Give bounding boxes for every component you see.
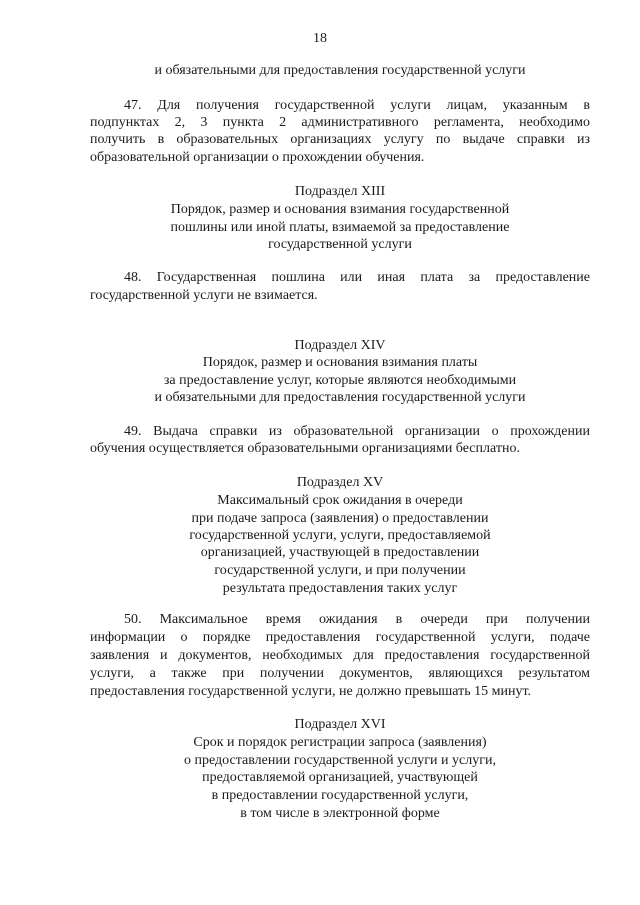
subsection-15-title-line: Максимальный срок ожидания в очереди: [217, 493, 463, 508]
paragraph-47-line: получить в образовательных организациях услугу по выдаче справки из: [90, 132, 590, 147]
paragraph-48-line: государственной услуги не взимается.: [90, 288, 318, 303]
subsection-13-heading: Подраздел XIII: [294, 184, 386, 199]
paragraph-50-line: 50. Максимальное время ожидания в очереди при получении: [124, 612, 590, 627]
paragraph-49-line: 49. Выдача справки из образовательной организации о прохождении: [124, 424, 590, 439]
subsection-15-title-line: государственной услуги, услуги, предоставляемой: [189, 528, 491, 543]
paragraph-47-line: 47. Для получения государственной услуги лицам, указанным в: [124, 98, 590, 113]
subsection-16-title-line: предоставляемой организацией, участвующей: [202, 770, 478, 785]
paragraph-47-line: подпунктах 2, 3 пункта 2 административного регламента, необходимо: [90, 115, 590, 130]
continuation-line: и обязательными для предоставления государственной услуги: [154, 63, 526, 78]
subsection-13-title-line: государственной услуги: [268, 237, 412, 252]
subsection-15-title-line: организацией, участвующей в предоставлении: [200, 545, 480, 560]
subsection-14-title-line: Порядок, размер и основания взимания платы: [202, 355, 478, 370]
paragraph-50-line: заявления и документов, необходимых для предоставления государственной: [90, 648, 590, 663]
subsection-14-heading: Подраздел XIV: [294, 338, 386, 353]
subsection-15-title-line: при подаче запроса (заявления) о предоставлении: [191, 511, 489, 526]
subsection-13-title-line: пошлины или иной платы, взимаемой за предоставление: [170, 220, 510, 235]
subsection-16-title-line: о предоставлении государственной услуги и услуги,: [184, 753, 496, 768]
subsection-16-title-line: Срок и порядок регистрации запроса (заявления): [193, 735, 487, 750]
subsection-15-heading: Подраздел XV: [296, 475, 384, 490]
paragraph-50-line: услуги, а также при получении документов, являющихся результатом: [90, 666, 590, 681]
subsection-14-title-line: за предоставление услуг, которые являются необходимыми: [163, 373, 517, 388]
subsection-16-heading: Подраздел XVI: [294, 717, 386, 732]
subsection-16-title-line: в том числе в электронной форме: [240, 806, 440, 821]
subsection-15-title-line: государственной услуги, и при получении: [214, 563, 466, 578]
paragraph-50-line: информации о порядке предоставления государственной услуги, подаче: [90, 630, 590, 645]
subsection-13-title-line: Порядок, размер и основания взимания государственной: [170, 202, 510, 217]
page-number: 18: [313, 31, 327, 46]
subsection-14-title-line: и обязательными для предоставления государственной услуги: [154, 390, 526, 405]
paragraph-49-line: обучения осуществляется образовательными организациями бесплатно.: [90, 441, 520, 456]
paragraph-47-line: образовательной организации о прохождении обучения.: [90, 150, 425, 165]
subsection-16-title-line: в предоставлении государственной услуги,: [211, 788, 469, 803]
paragraph-48-line: 48. Государственная пошлина или иная плата за предоставление: [124, 270, 590, 285]
subsection-15-title-line: результата предоставления таких услуг: [222, 581, 458, 596]
paragraph-50-line: предоставления государственной услуги, не должно превышать 15 минут.: [90, 684, 532, 699]
